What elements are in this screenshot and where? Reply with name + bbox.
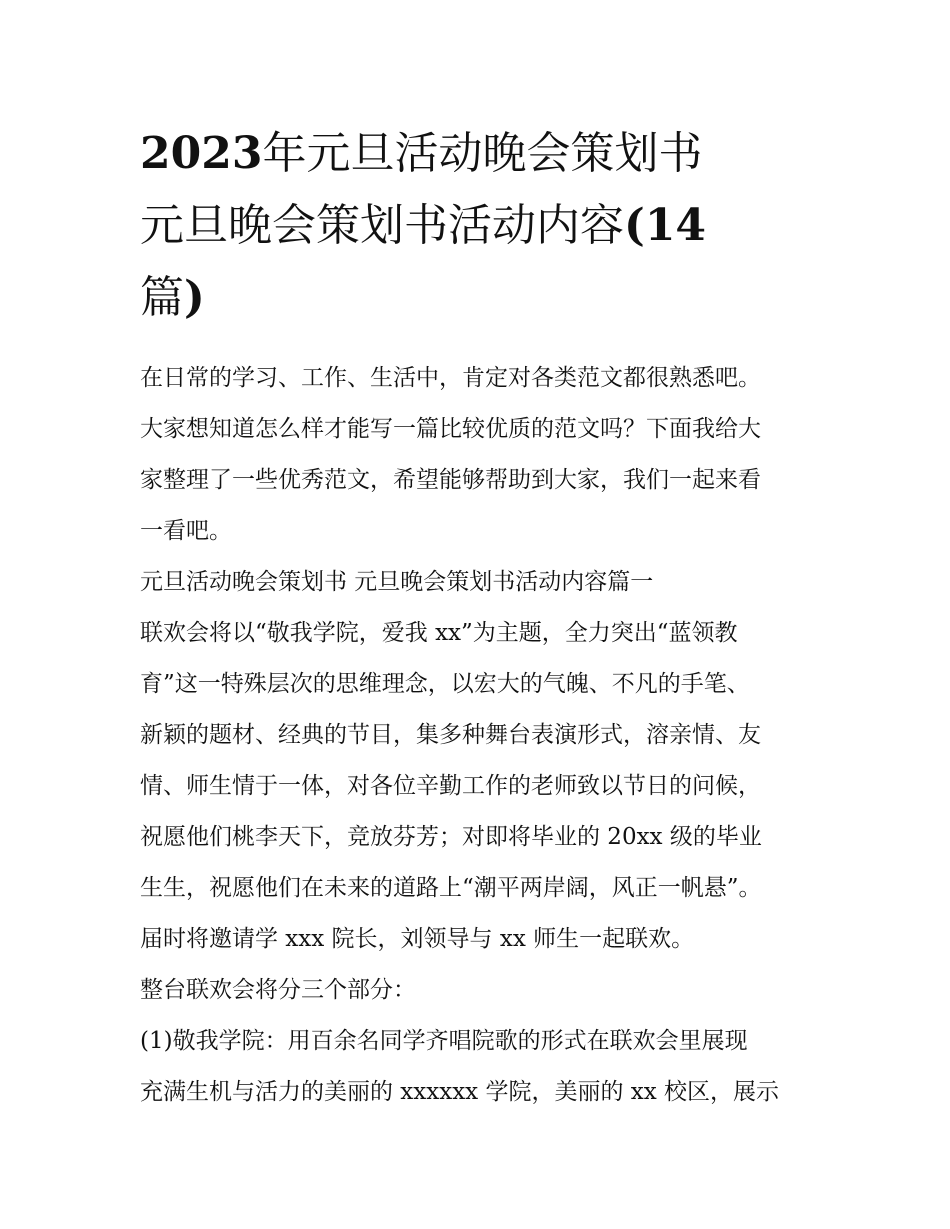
paragraph-line: 新颖的题材、经典的节目，集多种舞台表演形式，溶亲情、友 bbox=[140, 722, 761, 748]
paragraph-line: 大家想知道怎么样才能写一篇比较优质的范文吗？下面我给大 bbox=[140, 416, 761, 442]
title-line-2 bbox=[140, 190, 820, 262]
paragraph-line: 生生，祝愿他们在未来的道路上“潮平两岸阔，风正一帆悬”。 bbox=[140, 875, 762, 901]
title-text-2: 元旦晚会策划书活动内容 bbox=[140, 200, 624, 251]
paragraph-line: 充满生机与活力的美丽的 xxxxxx 学院，美丽的 xx 校区，展示 bbox=[140, 1079, 780, 1105]
section-heading: 元旦活动晚会策划书 元旦晚会策划书活动内容篇一 bbox=[140, 569, 654, 595]
paragraph-line: 情、师生情于一体，对各位辛勤工作的老师致以节日的问候， bbox=[140, 773, 761, 799]
paragraph-line: 在日常的学习、工作、生活中，肯定对各类范文都很熟悉吧。 bbox=[140, 365, 761, 391]
paragraph-line: 联欢会将以“敬我学院，爱我 xx”为主题，全力突出“蓝领教 bbox=[140, 620, 738, 646]
title-text-1: 年元旦活动晚会策划书 bbox=[262, 128, 703, 179]
title-line-1 bbox=[140, 118, 820, 190]
title-text-3: 篇 bbox=[140, 272, 184, 323]
paragraph-line: 家整理了一些优秀范文，希望能够帮助到大家，我们一起来看 bbox=[140, 467, 761, 493]
paragraph-line: 祝愿他们桃李天下，竞放芬芳；对即将毕业的 20xx 级的毕业 bbox=[140, 824, 762, 850]
title-count: (14 bbox=[624, 200, 707, 251]
title-year: 2023 bbox=[140, 128, 263, 179]
paragraph-line: 整台联欢会将分三个部分： bbox=[140, 977, 416, 1003]
paragraph-line: (1)敬我学院：用百余名同学齐唱院歌的形式在联欢会里展现 bbox=[140, 1028, 748, 1054]
title-line-3 bbox=[140, 262, 820, 334]
title-close-paren: ) bbox=[184, 272, 205, 323]
paragraph-line: 届时将邀请学 xxx 院长，刘领导与 xx 师生一起联欢。 bbox=[140, 926, 695, 952]
paragraph-line: 育”这一特殊层次的思维理念，以宏大的气魄、不凡的手笔、 bbox=[140, 671, 750, 697]
document-title bbox=[140, 118, 820, 334]
paragraph-line: 一看吧。 bbox=[140, 518, 232, 544]
